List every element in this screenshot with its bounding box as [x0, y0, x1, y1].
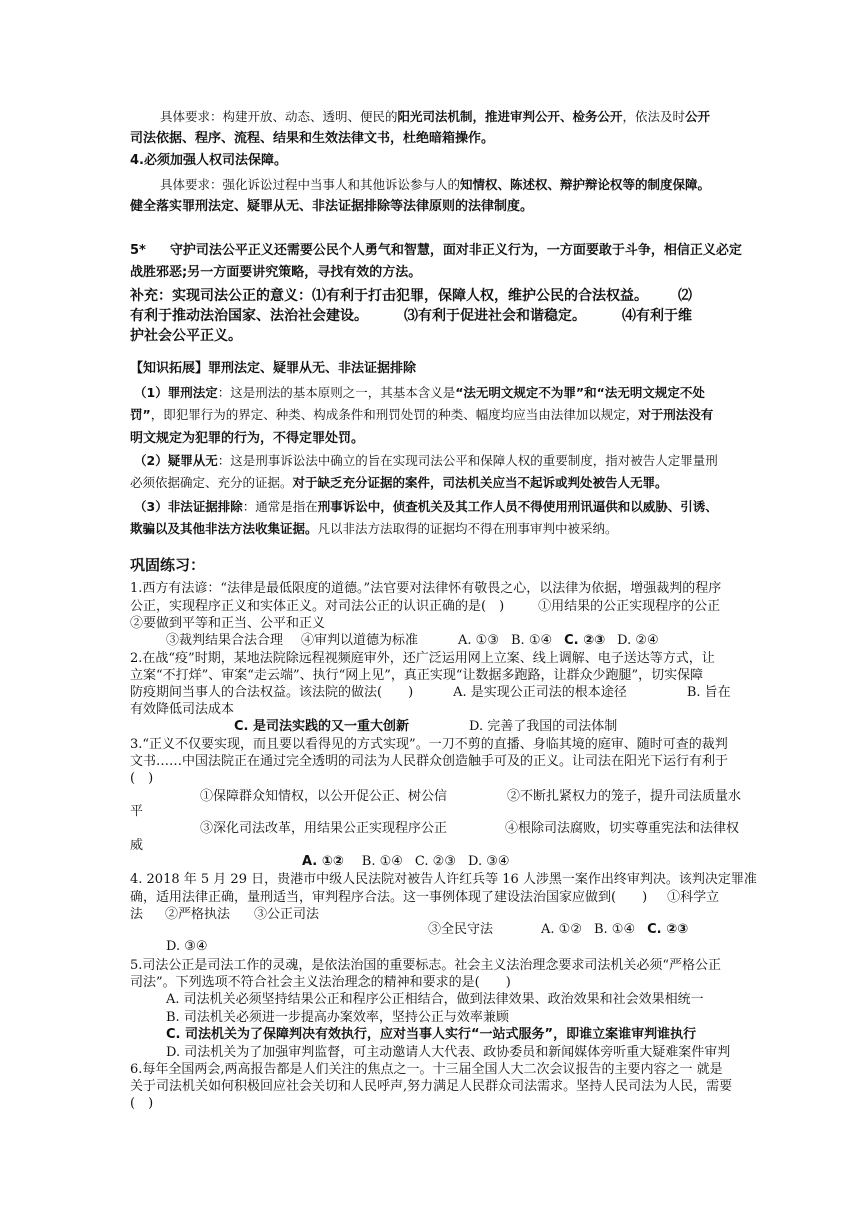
requirement-line	[160, 176, 710, 194]
text: 守护司法公平正义还需要公民个人勇气和智慧，面对非正义行为，一方面要敢于斗争，相信正义必定	[169, 243, 742, 258]
question-3-line	[200, 788, 741, 806]
bold-text: 对于缺乏充分证据的案件，司法机关应当不起诉或判处被告人无罪。	[292, 475, 668, 490]
supplement-line	[130, 287, 692, 305]
choice-c: C. ②③	[564, 633, 606, 648]
bold-text: 罚”	[130, 407, 151, 422]
question-4-line: 4. 2018 年 5 月 29 日，贵港市中级人民法院对被告人许红兵等 16 人涉黑一案作出终审判决。该判决定罪准	[130, 872, 757, 887]
question-4-options: D. ③④	[166, 939, 208, 954]
choice-d: D. 完善了我国的司法体制	[469, 719, 618, 734]
question-3-line: 3.“正义不仅要实现，而且要以看得见的方式实现”。一刀不剪的直播、身临其境的庭审、随时可查的裁判	[130, 737, 728, 752]
question-4-line	[130, 889, 719, 907]
choice-b: B. 司法机关必须进一步提高办案效率，坚持公正与效率兼顾	[166, 1010, 509, 1025]
bold-text: 公开	[685, 109, 711, 124]
question-2-line: 有效降低司法成本	[130, 702, 235, 717]
supplement-line: 护社会公平正义。	[130, 328, 242, 344]
option-item: ③全民守法	[428, 922, 494, 937]
question-2-line	[130, 684, 731, 702]
choice-b: B. 旨在	[686, 685, 731, 700]
choice-c: C. ②③	[414, 854, 456, 869]
question-1-options	[166, 632, 659, 650]
point-5-line	[130, 242, 742, 260]
question-3-line	[200, 820, 739, 838]
option-item: ②严格执法	[165, 907, 231, 922]
text: ：这是刑事诉讼法中确立的旨在实现司法公平和保障人权的重要制度，指对被告人定罪量刑	[217, 453, 718, 468]
point-5-line: 战胜邪恶;另一方面要讲究策略，寻找有效的方法。	[130, 265, 422, 280]
supplement-line	[130, 307, 692, 325]
choice-b: B. ①④	[361, 854, 403, 869]
term-label: （1）罪刑法定	[134, 385, 218, 400]
text: ⑶有利于促进社会和谐稳定。	[404, 308, 586, 324]
choice-b: B. ①④	[511, 633, 553, 648]
expansion-line	[134, 452, 718, 470]
option-item: ③公正司法	[254, 907, 320, 922]
text: 防疫期间当事人的合法权益。该法院的做法( )	[130, 685, 414, 700]
requirement-line: 健全落实罪刑法定、疑罪从无、非法证据排除等法律原则的法律制度。	[130, 199, 534, 214]
question-4-options	[428, 921, 688, 939]
text: 有利于推动法治国家、法治社会建设。	[130, 308, 368, 324]
text: ①用结果的公正实现程序的公正	[538, 599, 721, 614]
choice-d: D. 司法机关为了加强审判监督，可主动邀请人大代表、政协委员和新闻媒体旁听重大疑难案件审判	[166, 1045, 731, 1060]
choice-a: A. ①③	[458, 633, 499, 648]
question-2-line: 立案“不打烊”、审案“走云端”、执行“网上见”，真正实现“让数据多跑路，让群众少跑腿”，切实保障	[130, 668, 704, 683]
choice-c: C. 是司法实践的又一重大创新	[234, 719, 410, 734]
question-6-line: 6.每年全国两会,两高报告都是人们关注的焦点之一。十三届全国人大二次会议报告的主要内容之一 就是	[130, 1062, 723, 1077]
question-5-line: 司法”。下列选项不符合社会主义法治理念的精神和要求的是( )	[130, 975, 511, 990]
expansion-line	[130, 520, 618, 538]
requirement-line	[160, 108, 710, 126]
option-item: ①科学立	[667, 890, 720, 905]
text: 凡以非法方法取得的证据均不得在刑事审判中被采纳。	[317, 521, 618, 536]
question-1-line: 1.西方有法谚：“法律是最低限度的道德。”法官要对法律怀有敬畏之心，以法律为依据，增强裁判的程序	[130, 581, 722, 596]
bold-text: 刑事诉讼中，侦查机关及其工作人员不得使用刑讯逼供和以威胁、引诱、	[317, 499, 718, 514]
text: 必须依据确定、充分的证据。	[130, 475, 293, 490]
question-6-line: ( )	[130, 1096, 154, 1111]
bold-text: 欺骗以及其他非法方法收集证据。	[130, 521, 318, 536]
term-label: （3）非法证据排除	[134, 499, 243, 514]
question-3-line: ( )	[130, 771, 154, 786]
question-3-line: 威	[130, 838, 144, 853]
text: ，即犯罪行为的界定、种类、构成条件和刑罚处罚的种类、幅度均应当由法律加以规定，	[150, 407, 639, 422]
choice-a: A. ①②	[541, 922, 582, 937]
question-3-line: 平	[130, 804, 144, 819]
question-6-line: 关于司法机关如何积极回应社会关切和人民呼声,努力满足人民群众司法需求。坚持人民司法为人民，需要	[130, 1079, 733, 1094]
choice-a: A. 司法机关必须坚持结果公正和程序公正相结合，做到法律效果、政治效果和社会效果相统一	[166, 992, 704, 1007]
text: 法	[130, 907, 144, 922]
text: ⑵	[678, 288, 692, 304]
choice-a: A. ①②	[302, 854, 344, 869]
expansion-heading: 【知识拓展】罪刑法定、疑罪从无、非法证据排除	[130, 361, 417, 376]
question-2-line: 2.在战“疫”时期，某地法院除远程视频庭审外，还广泛运用网上立案、线上调解、电子送达等方式，让	[130, 651, 715, 666]
choice-a: A. 是实现公正司法的根本途径	[453, 685, 627, 700]
text: ⑷有利于维	[622, 308, 692, 324]
term-label: （2）疑罪从无	[134, 453, 218, 468]
question-4-line	[130, 906, 319, 924]
option-item: ③裁判结果合法合理	[166, 633, 284, 648]
requirement-line: 司法依据、程序、流程、结果和生效法律文书，杜绝暗箱操作。	[130, 131, 495, 146]
bold-text: 阳光司法机制，推进审判公开、检务公开	[397, 109, 623, 124]
expansion-line	[130, 474, 668, 492]
text: ：这是刑法的基本原则之一，其基本含义是	[217, 385, 456, 400]
point-number: 5*	[130, 243, 146, 258]
option-item: ③深化司法改革，用结果公正实现程序公正	[200, 821, 448, 836]
question-2-options	[234, 718, 617, 736]
section-heading: 4.必须加强人权司法保障。	[130, 153, 287, 168]
option-item: ②不断扎紧权力的笼子，提升司法质量水	[507, 789, 742, 804]
text: 具体要求：构建开放、动态、透明、便民的	[160, 109, 398, 124]
text: ，依法及时	[622, 109, 686, 124]
question-3-options	[302, 853, 510, 871]
practice-heading: 巩固练习：	[130, 556, 206, 574]
choice-d: D. ②④	[617, 633, 659, 648]
option-item: ①保障群众知情权，以公开促公正、树公信	[200, 789, 448, 804]
text: ：通常是指在	[242, 499, 318, 514]
question-5-line: 5.司法公正是司法工作的灵魂，是依法治国的重要标志。社会主义法治理念要求司法机关必须“严格公正	[130, 958, 722, 973]
option-item: ④审判以道德为标准	[301, 633, 419, 648]
question-1-line	[130, 598, 720, 616]
choice-b: B. ①④	[593, 922, 636, 937]
expansion-line: 明文规定为犯罪的行为，不得定罪处罚。	[130, 431, 365, 446]
bold-text: “法无明文规定不为罪”和“法无明文规定不处	[455, 385, 705, 400]
question-3-line: 文书……中国法院正在通过完全透明的司法为人民群众创造触手可及的正义。让司法在阳光下运行有利于	[130, 754, 729, 769]
text: 具体要求：强化诉讼过程中当事人和其他诉讼参与人的	[160, 177, 461, 192]
expansion-line	[134, 384, 705, 402]
choice-d: D. ③④	[467, 854, 510, 869]
bold-text: 知情权、陈述权、辩护辩论权等的制度保障。	[460, 177, 711, 192]
text: 补充：实现司法公正的意义：⑴有利于打击犯罪，保障人权，维护公民的合法权益。	[130, 288, 648, 304]
choice-c: C. ②③	[647, 922, 689, 937]
expansion-line	[130, 406, 713, 424]
expansion-line	[134, 498, 718, 516]
bold-text: 对于刑法没有	[638, 407, 714, 422]
question-1-line: ②要做到平等和正当、公平和正义	[130, 616, 326, 631]
option-item: ④根除司法腐败，切实尊重宪法和法律权	[505, 821, 740, 836]
choice-c: C. 司法机关为了保障判决有效执行，应对当事人实行“一站式服务”，即谁立案谁审判谁执行	[166, 1027, 697, 1042]
text: 公正，实现程序正义和实体正义。对司法公正的认识正确的是( )	[130, 599, 505, 614]
text: 确，适用法律正确，量刑适当，审判程序合法。这一事例体现了建设法治国家应做到( )	[130, 890, 648, 905]
